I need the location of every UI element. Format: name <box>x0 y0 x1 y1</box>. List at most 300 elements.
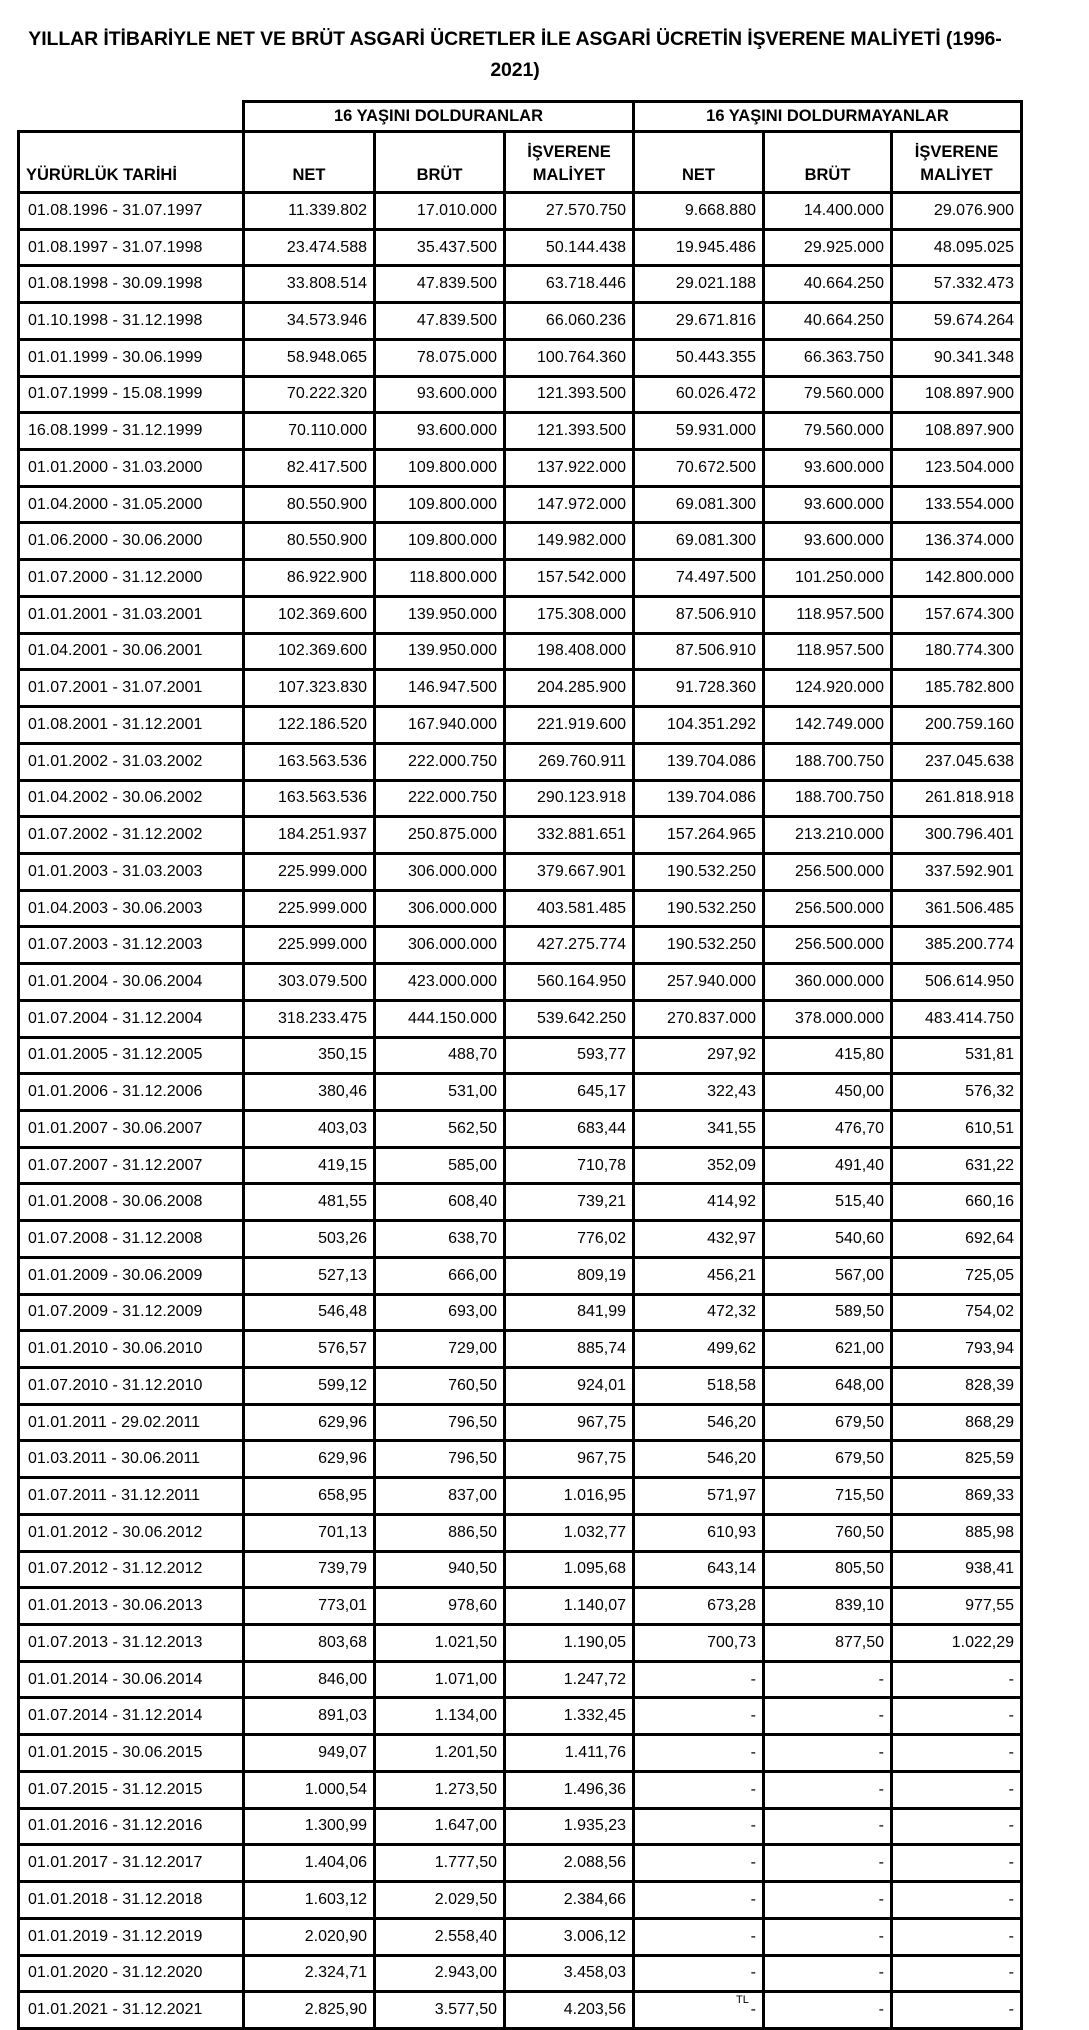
brut-under-16-cell: - <box>764 1992 892 2029</box>
date-cell: 01.04.2000 - 31.05.2000 <box>19 486 244 523</box>
table-row <box>19 670 1022 707</box>
net-cell: 419,15 <box>244 1147 375 1184</box>
employer-cost-under-16-cell: 123.504.000 <box>892 450 1022 487</box>
brut-cell: 2.943,00 <box>375 1955 505 1992</box>
net-cell: 350,15 <box>244 1037 375 1074</box>
employer-cost-cell: 1.140,07 <box>505 1588 634 1625</box>
employer-cost-cell: 204.285.900 <box>505 670 634 707</box>
employer-cost-cell: 1.190,05 <box>505 1625 634 1662</box>
date-cell: 01.01.2010 - 30.06.2010 <box>19 1331 244 1368</box>
date-cell: 16.08.1999 - 31.12.1999 <box>19 413 244 450</box>
brut-cell: 47.839.500 <box>375 303 505 340</box>
date-cell: 01.04.2001 - 30.06.2001 <box>19 633 244 670</box>
brut-cell: 1.021,50 <box>375 1625 505 1662</box>
brut-under-16-cell: 188.700.750 <box>764 743 892 780</box>
net-cell: 86.922.900 <box>244 560 375 597</box>
employer-cost-under-16-cell: 828,39 <box>892 1368 1022 1405</box>
employer-cost-cell: 1.247,72 <box>505 1661 634 1698</box>
brut-under-16-cell: 450,00 <box>764 1074 892 1111</box>
net-cell: 846,00 <box>244 1661 375 1698</box>
employer-cost-under-16-cell: 869,33 <box>892 1478 1022 1515</box>
date-cell: 01.07.2012 - 31.12.2012 <box>19 1551 244 1588</box>
net-cell: 163.563.536 <box>244 743 375 780</box>
brut-under-16-cell: - <box>764 1771 892 1808</box>
employer-cost-under-16-cell: - <box>892 1698 1022 1735</box>
employer-cost-under-16-cell: 59.674.264 <box>892 303 1022 340</box>
employer-cost-cell: 1.095,68 <box>505 1551 634 1588</box>
column-header-brut: BRÜT <box>375 132 505 193</box>
net-under-16-cell: - <box>634 1955 764 1992</box>
brut-under-16-cell: - <box>764 1661 892 1698</box>
net-cell: 11.339.802 <box>244 193 375 230</box>
date-cell: 01.07.2001 - 31.07.2001 <box>19 670 244 707</box>
date-cell: 01.01.2008 - 30.06.2008 <box>19 1184 244 1221</box>
net-under-16-cell: 270.837.000 <box>634 1000 764 1037</box>
brut-cell: 306.000.000 <box>375 853 505 890</box>
employer-cost-cell: 63.718.446 <box>505 266 634 303</box>
table-row <box>19 1661 1022 1698</box>
table-row <box>19 1625 1022 1662</box>
employer-cost-under-16-cell: - <box>892 1955 1022 1992</box>
table-row <box>19 927 1022 964</box>
net-cell: 527,13 <box>244 1257 375 1294</box>
date-cell: 01.01.2014 - 30.06.2014 <box>19 1661 244 1698</box>
date-cell: 01.01.2009 - 30.06.2009 <box>19 1257 244 1294</box>
brut-cell: 222.000.750 <box>375 780 505 817</box>
date-cell: 01.01.2013 - 30.06.2013 <box>19 1588 244 1625</box>
employer-cost-cell: 3.458,03 <box>505 1955 634 1992</box>
brut-under-16-cell: 124.920.000 <box>764 670 892 707</box>
employer-cost-under-16-cell: - <box>892 1992 1022 2029</box>
employer-cost-under-16-cell: 300.796.401 <box>892 817 1022 854</box>
table-row <box>19 1918 1022 1955</box>
net-under-16-cell: 700,73 <box>634 1625 764 1662</box>
date-cell: 01.01.2012 - 30.06.2012 <box>19 1514 244 1551</box>
net-under-16-cell: 643,14 <box>634 1551 764 1588</box>
brut-cell: 306.000.000 <box>375 927 505 964</box>
brut-under-16-cell: 715,50 <box>764 1478 892 1515</box>
brut-cell: 608,40 <box>375 1184 505 1221</box>
employer-cost-cell: 710,78 <box>505 1147 634 1184</box>
table-row <box>19 890 1022 927</box>
employer-cost-cell: 1.935,23 <box>505 1808 634 1845</box>
employer-cost-under-16-cell: 531,81 <box>892 1037 1022 1074</box>
net-cell: 23.474.588 <box>244 229 375 266</box>
brut-cell: 93.600.000 <box>375 376 505 413</box>
brut-cell: 638,70 <box>375 1221 505 1258</box>
brut-cell: 886,50 <box>375 1514 505 1551</box>
brut-under-16-cell: - <box>764 1698 892 1735</box>
date-cell: 01.07.2015 - 31.12.2015 <box>19 1771 244 1808</box>
employer-cost-under-16-cell: 180.774.300 <box>892 633 1022 670</box>
date-cell: 01.07.2000 - 31.12.2000 <box>19 560 244 597</box>
employer-cost-under-16-cell: 361.506.485 <box>892 890 1022 927</box>
net-under-16-cell: 518,58 <box>634 1368 764 1405</box>
net-cell: 225.999.000 <box>244 853 375 890</box>
employer-cost-cell: 379.667.901 <box>505 853 634 890</box>
brut-cell: 139.950.000 <box>375 633 505 670</box>
brut-under-16-cell: 66.363.750 <box>764 339 892 376</box>
brut-under-16-cell: - <box>764 1735 892 1772</box>
table-row <box>19 1331 1022 1368</box>
table-row <box>19 1037 1022 1074</box>
employer-cost-under-16-cell: 483.414.750 <box>892 1000 1022 1037</box>
net-cell: 503,26 <box>244 1221 375 1258</box>
net-cell: 1.300,99 <box>244 1808 375 1845</box>
brut-under-16-cell: - <box>764 1955 892 1992</box>
table-row <box>19 1588 1022 1625</box>
brut-cell: 796,50 <box>375 1441 505 1478</box>
employer-cost-under-16-cell: 337.592.901 <box>892 853 1022 890</box>
table-row <box>19 1184 1022 1221</box>
employer-cost-cell: 1.032,77 <box>505 1514 634 1551</box>
net-cell: 773,01 <box>244 1588 375 1625</box>
net-cell: 163.563.536 <box>244 780 375 817</box>
brut-under-16-cell: 29.925.000 <box>764 229 892 266</box>
date-cell: 01.07.2013 - 31.12.2013 <box>19 1625 244 1662</box>
column-header-employer-cost <box>505 132 634 193</box>
brut-cell: 978,60 <box>375 1588 505 1625</box>
employer-cost-cell: 403.581.485 <box>505 890 634 927</box>
employer-cost-under-16-cell: 576,32 <box>892 1074 1022 1111</box>
employer-cost-under-16-cell: - <box>892 1735 1022 1772</box>
brut-cell: 2.558,40 <box>375 1918 505 1955</box>
net-cell: 70.110.000 <box>244 413 375 450</box>
column-header-net: NET <box>244 132 375 193</box>
net-cell: 576,57 <box>244 1331 375 1368</box>
net-under-16-cell: 571,97 <box>634 1478 764 1515</box>
date-cell: 01.07.2004 - 31.12.2004 <box>19 1000 244 1037</box>
table-row <box>19 303 1022 340</box>
employer-cost-cell: 4.203,56 <box>505 1992 634 2029</box>
brut-cell: 2.029,50 <box>375 1882 505 1919</box>
net-cell: 80.550.900 <box>244 486 375 523</box>
net-cell: 2.825,90 <box>244 1992 375 2029</box>
employer-cost-under-16-cell: 868,29 <box>892 1404 1022 1441</box>
date-cell: 01.01.2002 - 31.03.2002 <box>19 743 244 780</box>
net-cell: 102.369.600 <box>244 633 375 670</box>
table-row <box>19 780 1022 817</box>
brut-under-16-cell: 79.560.000 <box>764 376 892 413</box>
net-under-16-cell: 352,09 <box>634 1147 764 1184</box>
employer-cost-under-16-cell: 237.045.638 <box>892 743 1022 780</box>
brut-under-16-cell: 118.957.500 <box>764 596 892 633</box>
date-cell: 01.01.2001 - 31.03.2001 <box>19 596 244 633</box>
brut-cell: 488,70 <box>375 1037 505 1074</box>
employer-cost-cell: 121.393.500 <box>505 376 634 413</box>
brut-cell: 47.839.500 <box>375 266 505 303</box>
brut-under-16-cell: 118.957.500 <box>764 633 892 670</box>
brut-under-16-cell: 679,50 <box>764 1404 892 1441</box>
title-line-2: 2021) <box>490 59 540 81</box>
brut-cell: 109.800.000 <box>375 523 505 560</box>
brut-cell: 3.577,50 <box>375 1992 505 2029</box>
table-row <box>19 486 1022 523</box>
date-cell: 01.01.2018 - 31.12.2018 <box>19 1882 244 1919</box>
brut-under-16-cell: 101.250.000 <box>764 560 892 597</box>
column-header-date: YÜRÜRLÜK TARİHİ <box>19 132 244 193</box>
net-under-16-cell: 157.264.965 <box>634 817 764 854</box>
date-cell: 01.04.2002 - 30.06.2002 <box>19 780 244 817</box>
employer-cost-cell: 137.922.000 <box>505 450 634 487</box>
brut-under-16-cell: 14.400.000 <box>764 193 892 230</box>
net-under-16-cell: - <box>634 1661 764 1698</box>
brut-cell: 1.273,50 <box>375 1771 505 1808</box>
brut-under-16-cell: 142.749.000 <box>764 707 892 744</box>
employer-cost-cell: 645,17 <box>505 1074 634 1111</box>
brut-cell: 940,50 <box>375 1551 505 1588</box>
column-header-net-under-16: NET <box>634 132 764 193</box>
brut-cell: 1.071,00 <box>375 1661 505 1698</box>
employer-cost-under-16-cell: 385.200.774 <box>892 927 1022 964</box>
net-under-16-cell: 297,92 <box>634 1037 764 1074</box>
brut-cell: 562,50 <box>375 1110 505 1147</box>
date-cell: 01.08.1997 - 31.07.1998 <box>19 229 244 266</box>
date-cell: 01.01.2000 - 31.03.2000 <box>19 450 244 487</box>
brut-under-16-cell: 877,50 <box>764 1625 892 1662</box>
table-row <box>19 596 1022 633</box>
net-cell: 546,48 <box>244 1294 375 1331</box>
net-under-16-cell: 69.081.300 <box>634 486 764 523</box>
brut-under-16-cell: 256.500.000 <box>764 890 892 927</box>
date-cell: 01.10.1998 - 31.12.1998 <box>19 303 244 340</box>
net-under-16-cell: 673,28 <box>634 1588 764 1625</box>
employer-cost-under-16-cell: 261.818.918 <box>892 780 1022 817</box>
table-row <box>19 1845 1022 1882</box>
brut-cell: 250.875.000 <box>375 817 505 854</box>
net-under-16-cell: 69.081.300 <box>634 523 764 560</box>
net-under-16-cell: 257.940.000 <box>634 964 764 1001</box>
brut-under-16-cell: 40.664.250 <box>764 303 892 340</box>
date-cell: 01.07.1999 - 15.08.1999 <box>19 376 244 413</box>
brut-cell: 729,00 <box>375 1331 505 1368</box>
table-row <box>19 633 1022 670</box>
brut-under-16-cell: - <box>764 1882 892 1919</box>
brut-cell: 1.777,50 <box>375 1845 505 1882</box>
date-cell: 01.01.2017 - 31.12.2017 <box>19 1845 244 1882</box>
brut-under-16-cell: 360.000.000 <box>764 964 892 1001</box>
employer-cost-under-16-cell: 108.897.900 <box>892 413 1022 450</box>
net-under-16-cell: 19.945.486 <box>634 229 764 266</box>
group-header-row <box>19 102 1022 132</box>
date-cell: 01.07.2007 - 31.12.2007 <box>19 1147 244 1184</box>
table-row <box>19 1808 1022 1845</box>
table-row <box>19 413 1022 450</box>
employer-cost-cell: 924,01 <box>505 1368 634 1405</box>
table-row <box>19 376 1022 413</box>
net-cell: 102.369.600 <box>244 596 375 633</box>
table-row <box>19 743 1022 780</box>
header-cost-line1: İŞVERENE <box>914 143 999 161</box>
brut-cell: 444.150.000 <box>375 1000 505 1037</box>
employer-cost-cell: 539.642.250 <box>505 1000 634 1037</box>
net-under-16-cell: 546,20 <box>634 1404 764 1441</box>
net-under-16-cell: 456,21 <box>634 1257 764 1294</box>
employer-cost-cell: 776,02 <box>505 1221 634 1258</box>
net-cell: 34.573.946 <box>244 303 375 340</box>
employer-cost-under-16-cell: 142.800.000 <box>892 560 1022 597</box>
employer-cost-under-16-cell: - <box>892 1918 1022 1955</box>
employer-cost-cell: 157.542.000 <box>505 560 634 597</box>
table-row <box>19 1257 1022 1294</box>
employer-cost-under-16-cell: 185.782.800 <box>892 670 1022 707</box>
net-under-16-cell: - <box>634 1735 764 1772</box>
brut-under-16-cell: 648,00 <box>764 1368 892 1405</box>
net-under-16-cell: 59.931.000 <box>634 413 764 450</box>
net-under-16-cell: - <box>634 1882 764 1919</box>
net-cell: 318.233.475 <box>244 1000 375 1037</box>
table-row <box>19 1110 1022 1147</box>
net-under-16-cell: 91.728.360 <box>634 670 764 707</box>
employer-cost-cell: 683,44 <box>505 1110 634 1147</box>
date-cell: 01.01.2019 - 31.12.2019 <box>19 1918 244 1955</box>
brut-cell: 1.647,00 <box>375 1808 505 1845</box>
table-row <box>19 450 1022 487</box>
currency-unit-label: TL <box>736 1994 749 2006</box>
table-row <box>19 193 1022 230</box>
net-under-16-cell: 139.704.086 <box>634 780 764 817</box>
date-cell: 01.01.2011 - 29.02.2011 <box>19 1404 244 1441</box>
brut-cell: 693,00 <box>375 1294 505 1331</box>
employer-cost-under-16-cell: 1.022,29 <box>892 1625 1022 1662</box>
brut-under-16-cell: 540,60 <box>764 1221 892 1258</box>
brut-under-16-cell: 415,80 <box>764 1037 892 1074</box>
employer-cost-cell: 841,99 <box>505 1294 634 1331</box>
employer-cost-cell: 560.164.950 <box>505 964 634 1001</box>
table-row <box>19 1000 1022 1037</box>
net-under-16-cell: - <box>634 1845 764 1882</box>
net-under-16-cell: 29.671.816 <box>634 303 764 340</box>
employer-cost-cell: 100.764.360 <box>505 339 634 376</box>
employer-cost-under-16-cell: 48.095.025 <box>892 229 1022 266</box>
net-under-16-cell: - <box>634 1771 764 1808</box>
net-cell: 803,68 <box>244 1625 375 1662</box>
table-row <box>19 1221 1022 1258</box>
net-under-16-cell: 546,20 <box>634 1441 764 1478</box>
employer-cost-cell: 221.919.600 <box>505 707 634 744</box>
net-cell: 82.417.500 <box>244 450 375 487</box>
net-under-16-cell: 190.532.250 <box>634 927 764 964</box>
table-row <box>19 560 1022 597</box>
date-cell: 01.07.2009 - 31.12.2009 <box>19 1294 244 1331</box>
date-cell: 01.03.2011 - 30.06.2011 <box>19 1441 244 1478</box>
date-cell: 01.01.2016 - 31.12.2016 <box>19 1808 244 1845</box>
employer-cost-cell: 967,75 <box>505 1441 634 1478</box>
employer-cost-under-16-cell: 610,51 <box>892 1110 1022 1147</box>
employer-cost-under-16-cell: 938,41 <box>892 1551 1022 1588</box>
net-cell: 629,96 <box>244 1404 375 1441</box>
net-cell: 1.000,54 <box>244 1771 375 1808</box>
net-under-16-cell: 9.668.880 <box>634 193 764 230</box>
brut-under-16-cell: 93.600.000 <box>764 523 892 560</box>
brut-under-16-cell: 491,40 <box>764 1147 892 1184</box>
net-cell: 599,12 <box>244 1368 375 1405</box>
brut-under-16-cell: 679,50 <box>764 1441 892 1478</box>
net-cell: 629,96 <box>244 1441 375 1478</box>
employer-cost-under-16-cell: 108.897.900 <box>892 376 1022 413</box>
employer-cost-cell: 2.088,56 <box>505 1845 634 1882</box>
net-under-16-cell: 87.506.910 <box>634 596 764 633</box>
net-under-16-cell: 414,92 <box>634 1184 764 1221</box>
net-under-16-cell: 87.506.910 <box>634 633 764 670</box>
employer-cost-cell: 3.006,12 <box>505 1918 634 1955</box>
employer-cost-cell: 198.408.000 <box>505 633 634 670</box>
employer-cost-under-16-cell: 29.076.900 <box>892 193 1022 230</box>
brut-under-16-cell: 40.664.250 <box>764 266 892 303</box>
net-under-16-cell: - <box>634 1808 764 1845</box>
brut-under-16-cell: - <box>764 1918 892 1955</box>
brut-under-16-cell: 760,50 <box>764 1514 892 1551</box>
date-cell: 01.01.2006 - 31.12.2006 <box>19 1074 244 1111</box>
table-row <box>19 523 1022 560</box>
net-under-16-cell: 139.704.086 <box>634 743 764 780</box>
date-cell: 01.07.2014 - 31.12.2014 <box>19 1698 244 1735</box>
employer-cost-cell: 66.060.236 <box>505 303 634 340</box>
table-row <box>19 1771 1022 1808</box>
brut-under-16-cell: 256.500.000 <box>764 927 892 964</box>
date-cell: 01.08.1998 - 30.09.1998 <box>19 266 244 303</box>
employer-cost-cell: 2.384,66 <box>505 1882 634 1919</box>
header-cost-line2: MALİYET <box>532 166 606 184</box>
table-row <box>19 707 1022 744</box>
table-row <box>19 1514 1022 1551</box>
net-cell: 403,03 <box>244 1110 375 1147</box>
net-cell: 701,13 <box>244 1514 375 1551</box>
employer-cost-cell: 269.760.911 <box>505 743 634 780</box>
table-row <box>19 1882 1022 1919</box>
brut-cell: 17.010.000 <box>375 193 505 230</box>
brut-cell: 306.000.000 <box>375 890 505 927</box>
table-row <box>19 1698 1022 1735</box>
employer-cost-under-16-cell: 57.332.473 <box>892 266 1022 303</box>
employer-cost-cell: 885,74 <box>505 1331 634 1368</box>
table-row <box>19 1478 1022 1515</box>
employer-cost-under-16-cell: 885,98 <box>892 1514 1022 1551</box>
date-cell: 01.01.1999 - 30.06.1999 <box>19 339 244 376</box>
brut-under-16-cell: 839,10 <box>764 1588 892 1625</box>
net-under-16-cell: 499,62 <box>634 1331 764 1368</box>
table-row <box>19 1404 1022 1441</box>
net-under-16-cell: 60.026.472 <box>634 376 764 413</box>
net-cell: 107.323.830 <box>244 670 375 707</box>
employer-cost-cell: 50.144.438 <box>505 229 634 266</box>
net-cell: 122.186.520 <box>244 707 375 744</box>
employer-cost-under-16-cell: 506.614.950 <box>892 964 1022 1001</box>
employer-cost-cell: 1.332,45 <box>505 1698 634 1735</box>
net-under-16-cell: - <box>634 1698 764 1735</box>
employer-cost-cell: 427.275.774 <box>505 927 634 964</box>
table-row <box>19 964 1022 1001</box>
employer-cost-cell: 1.496,36 <box>505 1771 634 1808</box>
net-under-16-cell: - <box>634 1918 764 1955</box>
brut-cell: 796,50 <box>375 1404 505 1441</box>
header-cost-line1: İŞVERENE <box>527 143 611 161</box>
net-under-16-cell: 70.672.500 <box>634 450 764 487</box>
date-cell: 01.01.2004 - 30.06.2004 <box>19 964 244 1001</box>
employer-cost-under-16-cell: 825,59 <box>892 1441 1022 1478</box>
brut-under-16-cell: 515,40 <box>764 1184 892 1221</box>
net-cell: 70.222.320 <box>244 376 375 413</box>
brut-cell: 139.950.000 <box>375 596 505 633</box>
brut-under-16-cell: - <box>764 1808 892 1845</box>
employer-cost-under-16-cell: 200.759.160 <box>892 707 1022 744</box>
date-cell: 01.01.2015 - 30.06.2015 <box>19 1735 244 1772</box>
date-cell: 01.06.2000 - 30.06.2000 <box>19 523 244 560</box>
brut-cell: 167.940.000 <box>375 707 505 744</box>
date-cell: 01.01.2007 - 30.06.2007 <box>19 1110 244 1147</box>
brut-cell: 1.134,00 <box>375 1698 505 1735</box>
net-cell: 481,55 <box>244 1184 375 1221</box>
